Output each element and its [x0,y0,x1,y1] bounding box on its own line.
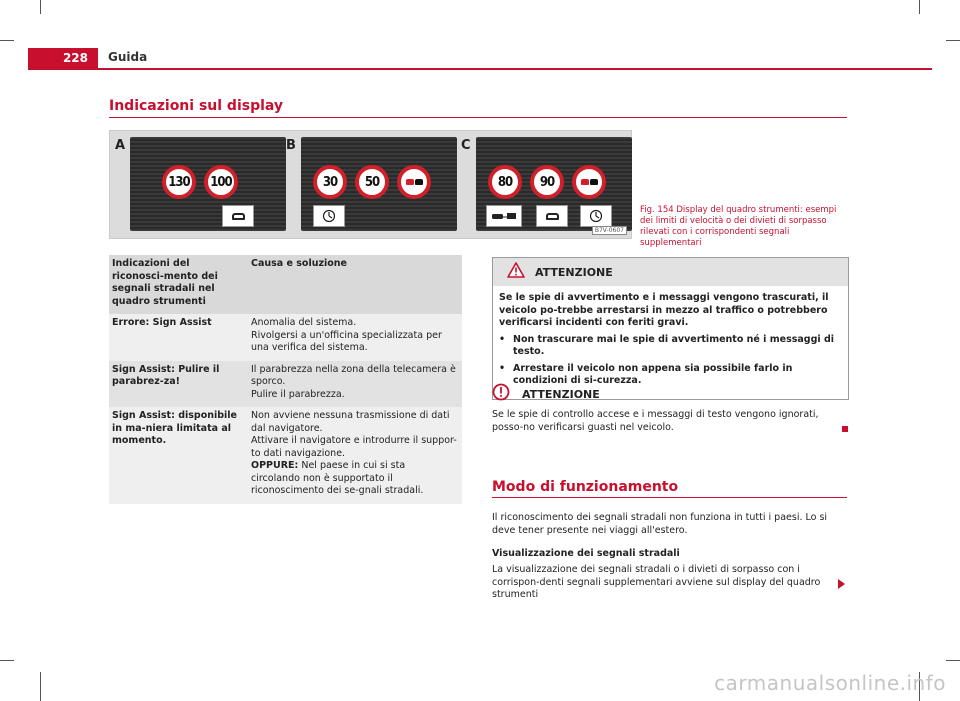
table-cell: Errore: Sign Assist [112,317,212,328]
table-row [109,361,462,408]
table-header-cell: Causa e soluzione [251,258,347,269]
bullet-text: Arrestare il veicolo non appena sia possibile farlo in condizioni di si-curezza. [513,362,793,386]
speed-limit-sign: 130 [162,165,196,199]
crop-mark [0,660,14,661]
section-title: Indicazioni sul display [109,98,284,114]
attention-title: ATTENZIONE [522,387,600,401]
figure-code: B7V-0607 [592,226,627,235]
speed-limit-sign: 100 [204,165,238,199]
info-table [109,255,462,504]
table-header-row [109,255,462,314]
no-overtaking-sign-icon [397,165,431,199]
subheading: Visualizzazione dei segnali stradali [492,548,680,559]
display-screen-b [301,137,457,231]
table-cell: Sign Assist: Pulire il parabrez-za! [112,363,220,387]
table-header-cell: Indicazioni del riconosci-mento dei segnali stradali nel quadro strumenti [112,258,218,307]
cell-line: Rivolgersi a un'officina specializzata per una verifica del sistema. [251,329,442,353]
crop-mark [0,40,14,41]
speed-limit-sign: 30 [313,165,347,199]
page-number: 228 [28,48,98,69]
speed-limit-sign: 90 [530,165,564,199]
warning-intro: Se le spie di avvertimento e i messaggi vengono trascurati, il veicolo po-trebbe arrestarsi in mezzo al traffico o potrebbero verificarsi incidenti con feriti gravi. [499,292,829,328]
cell-line: Attivare il navigatore e introdurre il suppor-to dati navigazione. [251,435,457,459]
car-supplementary-icon [536,205,568,227]
panel-letter-a: A [115,138,126,153]
body-paragraph: Il riconoscimento dei segnali stradali non funziona in tutti i paesi. Lo si deve tener presente nei viaggi all'estero. [492,512,828,536]
cell-line: Il parabrezza nella zona della telecamera è sporco. [251,363,456,387]
panel-letter-c: C [461,138,471,153]
chapter-title: Guida [108,50,148,64]
body-paragraph: La visualizzazione dei segnali stradali o i divieti di sorpasso con i corrispon-denti segnali supplementari avviene sul display del quadro strumenti [492,564,821,600]
section-rule [109,117,847,118]
figure-caption: Fig. 154 Display del quadro strumenti: esempi dei limiti di velocità o dei divieti di sorpasso rilevati con i corrispondenti segnali supplementari [640,205,837,248]
warning-bullet [499,334,842,359]
watermark: carmanualsonline.info [714,671,946,695]
attention-note [492,385,847,434]
crop-mark [40,0,41,14]
oppure-label: OPPURE: [251,460,299,471]
section-rule [492,497,847,498]
bullet-dot-icon: • [499,362,506,374]
continue-arrow-icon [838,579,845,589]
warning-body [493,286,848,399]
display-figure [109,130,632,239]
cell-line: Non avviene nessuna trasmissione di dati dal navigatore. [251,410,450,434]
cell-line: Anomalia del sistema. [251,317,357,328]
crop-mark [919,0,920,14]
cell-line [251,460,457,498]
bullet-text: Non trascurare mai le spie di avvertimento né i messaggi di testo. [513,333,835,357]
crop-mark [946,660,960,661]
car-supplementary-icon [222,205,254,227]
table-cell [244,314,462,361]
panel-letter-b: B [286,138,296,153]
table-row [109,407,462,504]
bullet-dot-icon: • [499,333,506,345]
table-cell [244,407,462,504]
warning-box [492,257,849,400]
warning-title: ATTENZIONE [535,265,613,279]
no-overtaking-sign-icon [572,165,606,199]
section-title: Modo di funzionamento [492,479,679,495]
attention-text: Se le spie di controllo accese e i messaggi di testo vengono ignorati, posso-no verificarsi guasti nel veicolo. [492,409,819,433]
table-cell: Sign Assist: disponibile in ma-niera limitata al momento. [112,410,238,446]
attention-circle-icon [492,383,510,405]
section-end-icon [842,426,848,432]
table-cell [244,361,462,408]
warning-header [493,258,848,286]
speed-limit-sign: 80 [488,165,522,199]
attention-header [492,385,847,403]
warning-bullet [499,363,842,388]
table-row [109,314,462,361]
clock-supplementary-icon [313,205,345,227]
car-trailer-supplementary-icon [486,205,522,227]
clock-supplementary-icon [580,205,612,227]
header-rule [28,68,932,70]
cell-line-rest: Nel paese in cui si sta circolando non è supportato il riconoscimento dei se-gnali stradali. [251,460,424,496]
speed-limit-sign: 50 [355,165,389,199]
cell-line: Pulire il parabrezza. [251,388,345,400]
crop-mark [946,40,960,41]
display-screen-c [476,137,632,231]
crop-mark [40,672,41,701]
display-screen-a [130,137,286,231]
warning-triangle-icon [507,262,525,282]
